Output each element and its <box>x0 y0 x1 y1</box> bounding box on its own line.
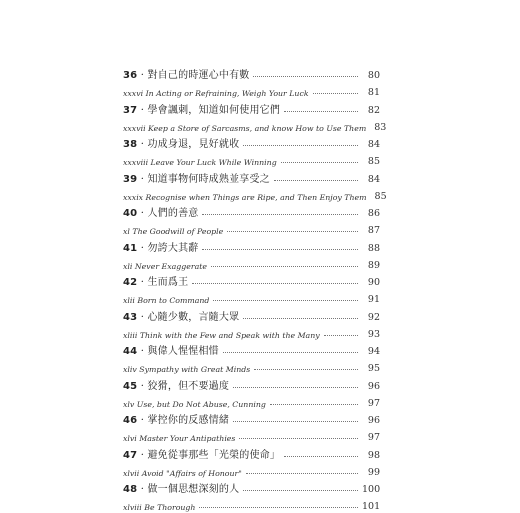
page-number: 95 <box>367 363 380 374</box>
toc-title: 37 · 學會諷刺，知道如何使用它們 <box>123 104 281 116</box>
toc-english-title: xlii Born to Command <box>123 296 210 305</box>
toc-title-line <box>123 444 380 461</box>
page-number: 81 <box>367 87 380 98</box>
dot-leader <box>243 490 358 491</box>
toc-title-line <box>123 133 380 150</box>
toc-title-text: 知道事物何時成熟並享受之 <box>147 173 270 185</box>
toc-subtitle-line <box>123 185 387 202</box>
page-number: 85 <box>367 156 380 167</box>
page-number: 91 <box>367 294 380 305</box>
toc-number: 38 <box>123 139 138 150</box>
dot-leader <box>253 76 358 77</box>
toc-english-title: xxxvii Keep a Store of Sarcasms, and know How to Use Them <box>123 123 367 133</box>
toc-title: 40 · 人們的善意 <box>123 208 199 219</box>
toc-entry <box>123 133 380 168</box>
toc-english-title: xlv Use, but Do Not Abuse, Cunning <box>123 399 266 409</box>
toc-number: 46 <box>123 415 138 426</box>
page-number: 83 <box>374 121 387 133</box>
page-number: 86 <box>367 208 380 219</box>
toc-title-text: 生而爲王 <box>147 277 189 288</box>
dot-leader <box>284 111 358 112</box>
toc-english-title: xlvii Avoid "Affairs of Honour" <box>123 468 242 478</box>
toc-subtitle-line <box>123 81 380 98</box>
toc-title-line <box>123 409 380 426</box>
toc-title: 38 · 功成身退，見好就收 <box>123 139 240 150</box>
page-number: 93 <box>367 328 380 340</box>
toc-english-title: xli Never Exaggerate <box>123 261 207 271</box>
page-number: 96 <box>367 415 380 426</box>
toc-english-title: xxxvi In Acting or Refraining, Weigh Your Luck <box>123 89 309 98</box>
toc-entry <box>123 478 380 513</box>
toc-title: 45 · 狡猾，但不要過度 <box>123 380 230 392</box>
toc-entry <box>123 409 380 444</box>
toc-title: 46 · 掌控你的反感情緒 <box>123 415 230 426</box>
dot-leader <box>199 507 358 508</box>
toc-title-text: 掌控你的反感情緒 <box>147 415 230 426</box>
toc-english-title: xlviii Be Thorough <box>123 503 196 512</box>
toc-title-text: 對自己的時運心中有數 <box>147 70 250 81</box>
dot-leader <box>254 369 358 370</box>
toc-number: 44 <box>123 346 138 357</box>
toc-title-line <box>123 340 380 357</box>
dot-leader <box>192 283 358 284</box>
toc-title: 36 · 對自己的時運心中有數 <box>123 70 250 81</box>
page-number: 100 <box>362 484 381 495</box>
page-number: 80 <box>367 70 380 81</box>
toc-entry <box>123 202 380 237</box>
dot-leader <box>284 456 358 457</box>
toc-entry <box>123 375 380 410</box>
toc-entry <box>123 306 380 341</box>
toc-subtitle-line <box>123 254 380 271</box>
toc-english-title: xliv Sympathy with Great Minds <box>123 365 251 374</box>
toc-title-text: 避免從事那些「光榮的使命」 <box>147 449 281 461</box>
toc-entry <box>123 444 380 479</box>
toc-title-line <box>123 168 380 185</box>
toc-entry <box>123 99 387 134</box>
toc-entry <box>123 340 380 375</box>
toc-entry <box>123 168 387 203</box>
toc-title-line <box>123 64 380 81</box>
toc-subtitle-line <box>123 219 380 236</box>
toc-entry <box>123 271 380 306</box>
dot-leader <box>227 231 358 232</box>
page-number: 90 <box>367 277 380 288</box>
toc-title: 48 · 做一個思想深刻的人 <box>123 484 240 495</box>
toc-number: 40 <box>123 208 138 219</box>
table-of-contents <box>123 64 387 513</box>
page-number: 84 <box>367 139 380 150</box>
toc-subtitle-line <box>123 392 380 409</box>
toc-title: 42 · 生而爲王 <box>123 277 189 288</box>
toc-english-title: xlvi Master Your Antipathies <box>123 434 236 443</box>
page-number: 97 <box>367 397 380 409</box>
toc-title: 44 · 與偉人惺惺相惜 <box>123 346 219 357</box>
toc-number: 43 <box>123 311 138 323</box>
toc-title: 39 · 知道事物何時成熟並享受之 <box>123 173 270 185</box>
dot-leader <box>243 145 358 146</box>
toc-subtitle-line <box>123 357 380 374</box>
toc-title-text: 狡猾，但不要過度 <box>147 380 230 392</box>
toc-number: 41 <box>123 242 138 254</box>
toc-entry <box>123 64 380 99</box>
toc-english-title: xliii Think with the Few and Speak with the Many <box>123 330 320 340</box>
page-number: 94 <box>367 346 380 357</box>
toc-title-line <box>123 375 380 392</box>
dot-leader <box>202 214 358 215</box>
page-number: 97 <box>367 432 380 443</box>
dot-leader <box>324 335 358 336</box>
toc-entry <box>123 237 380 272</box>
toc-title-text: 人們的善意 <box>147 208 199 219</box>
toc-title-text: 做一個思想深刻的人 <box>147 484 240 495</box>
toc-number: 39 <box>123 173 138 185</box>
dot-leader <box>233 387 358 388</box>
toc-subtitle-line <box>123 323 380 340</box>
toc-title-text: 功成身退，見好就收 <box>147 139 240 150</box>
toc-title-line <box>123 99 380 116</box>
toc-english-title: xl The Goodwill of People <box>123 227 224 236</box>
dot-leader <box>246 473 358 474</box>
page-number: 98 <box>367 449 380 461</box>
dot-leader <box>213 300 358 301</box>
toc-subtitle-line <box>123 150 380 167</box>
toc-subtitle-line <box>123 288 380 305</box>
toc-title-line <box>123 271 380 288</box>
toc-title: 41 · 勿誇大其辭 <box>123 242 199 254</box>
toc-title-text: 學會諷刺，知道如何使用它們 <box>147 104 281 116</box>
page-number: 101 <box>362 501 381 512</box>
dot-leader <box>270 404 358 405</box>
dot-leader <box>233 421 358 422</box>
toc-title-text: 勿誇大其辭 <box>147 242 199 254</box>
dot-leader <box>202 249 358 250</box>
toc-subtitle-line <box>123 426 380 443</box>
page-number: 82 <box>367 104 380 116</box>
toc-number: 47 <box>123 449 138 461</box>
toc-title: 47 · 避免從事那些「光榮的使命」 <box>123 449 281 461</box>
toc-title-line <box>123 306 380 323</box>
toc-number: 45 <box>123 380 138 392</box>
toc-english-title: xxxviii Leave Your Luck While Winning <box>123 158 277 167</box>
page-number: 84 <box>367 173 380 185</box>
page-number: 99 <box>367 466 380 478</box>
dot-leader <box>243 318 358 319</box>
page-number: 92 <box>367 311 380 323</box>
toc-title-line <box>123 237 380 254</box>
page-number: 96 <box>367 380 380 392</box>
toc-english-title: xxxix Recognise when Things are Ripe, and Then Enjoy Them <box>123 192 367 202</box>
toc-number: 48 <box>123 484 138 495</box>
toc-subtitle-line <box>123 495 380 512</box>
page-number: 87 <box>367 225 380 236</box>
dot-leader <box>223 352 358 353</box>
toc-title: 43 · 心隨少數，言隨大眾 <box>123 311 240 323</box>
dot-leader <box>281 162 358 163</box>
toc-subtitle-line <box>123 116 387 133</box>
page-number: 89 <box>367 259 380 271</box>
dot-leader <box>211 266 358 267</box>
toc-title-line <box>123 478 380 495</box>
toc-number: 42 <box>123 277 138 288</box>
page-number: 88 <box>367 242 380 254</box>
toc-title-text: 心隨少數，言隨大眾 <box>147 311 240 323</box>
page-number: 85 <box>374 190 387 202</box>
toc-title-text: 與偉人惺惺相惜 <box>147 346 219 357</box>
toc-title-line <box>123 202 380 219</box>
dot-leader <box>274 180 358 181</box>
dot-leader <box>313 93 358 94</box>
toc-number: 36 <box>123 70 138 81</box>
toc-number: 37 <box>123 104 138 116</box>
toc-subtitle-line <box>123 461 380 478</box>
dot-leader <box>239 438 358 439</box>
